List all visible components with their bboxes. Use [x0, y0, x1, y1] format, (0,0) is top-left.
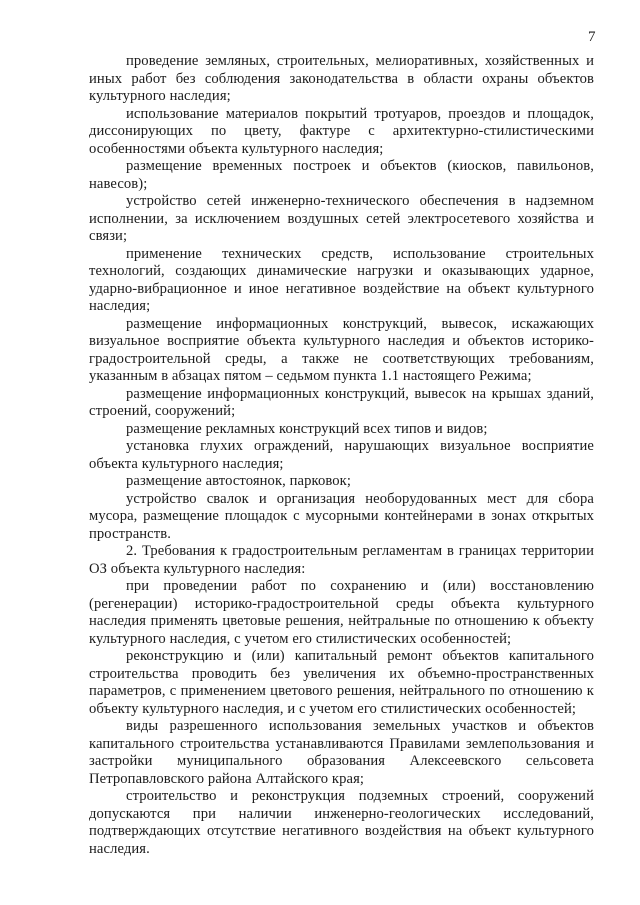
paragraph-dumps: устройство свалок и организация необорудованных мест для сбора мусора, размещение площадок с мусорными контейнерами в зонах открытых пространств.	[89, 490, 594, 542]
paragraph-color-solutions: при проведении работ по сохранению и (или) восстановлению (регенерации) историко-градостроительной среды объекта культурного наследия применять цветовые решения, нейтральные по отношению к объекту культурного наследия, с учетом его стилистических особенностей;	[89, 578, 594, 647]
paragraph-pavement-materials: использование материалов покрытий тротуаров, проездов и площадок, диссонирующих по цвету, фактуре с архитектурно-стилистическими особенностями объекта культурного наследия;	[89, 105, 594, 157]
paragraph-temporary-buildings: размещение временных построек и объектов (киосков, павильонов, навесов);	[89, 158, 594, 192]
paragraph-underground: строительство и реконструкция подземных строений, сооружений допускаются при наличии инженерно-геологических исследований, подтверждающих отсутствие негативного воздействия на объект культурного наследия.	[89, 788, 594, 857]
paragraph-advertising: размещение рекламных конструкций всех типов и видов;	[126, 420, 488, 437]
paragraph-utility-networks: устройство сетей инженерно-технического обеспечения в надземном исполнении, за исключением воздушных сетей электросетевого хозяйства и связи;	[89, 193, 594, 244]
paragraph-land-use: виды разрешенного использования земельных участков и объектов капитального строительства устанавливаются Правилами землепользования и застройки муниципального образования Алексеевского сельсовета Петропавловского района Алтайского края;	[89, 718, 594, 787]
paragraph-roof-signs: размещение информационных конструкций, вывесок на крышах зданий, строений, сооружений;	[89, 385, 594, 419]
paragraph-information-structures: размещение информационных конструкций, вывесок, искажающих визуальное восприятие объекта культурного наследия и объектов историко-градостроительной среды, а также не соответствующих требованиям, указанным в абзацах пятом – седьмом пункта 1.1 настоящего Режима;	[89, 315, 594, 384]
paragraph-parking: размещение автостоянок, парковок;	[126, 473, 352, 489]
paragraph-fences: установка глухих ограждений, нарушающих визуальное восприятие объекта культурного наследия;	[89, 438, 594, 472]
paragraph-technical-means: применение технических средств, использование строительных технологий, создающих динамические нагрузки и оказывающих ударное, ударно-вибрационное и иное негативное воздействие на объект культурного наследия;	[89, 245, 594, 314]
document-body	[89, 53, 594, 858]
page-number: 7	[588, 29, 596, 45]
paragraph-earthworks: проведение земляных, строительных, мелиоративных, хозяйственных и иных работ без соблюдения законодательства в области охраны объектов культурного наследия;	[89, 53, 594, 104]
paragraph-reconstruction: реконструкцию и (или) капитальный ремонт объектов капитального строительства проводить без увеличения их объемно-пространственных параметров, с применением цветового решения, нейтрального по отношению к объекту культурного наследия, и с учетом его стилистических особенностей;	[89, 648, 594, 717]
paragraph-section-2-heading: 2. Требования к градостроительным регламентам в границах территории ОЗ объекта культурного наследия:	[89, 543, 594, 577]
